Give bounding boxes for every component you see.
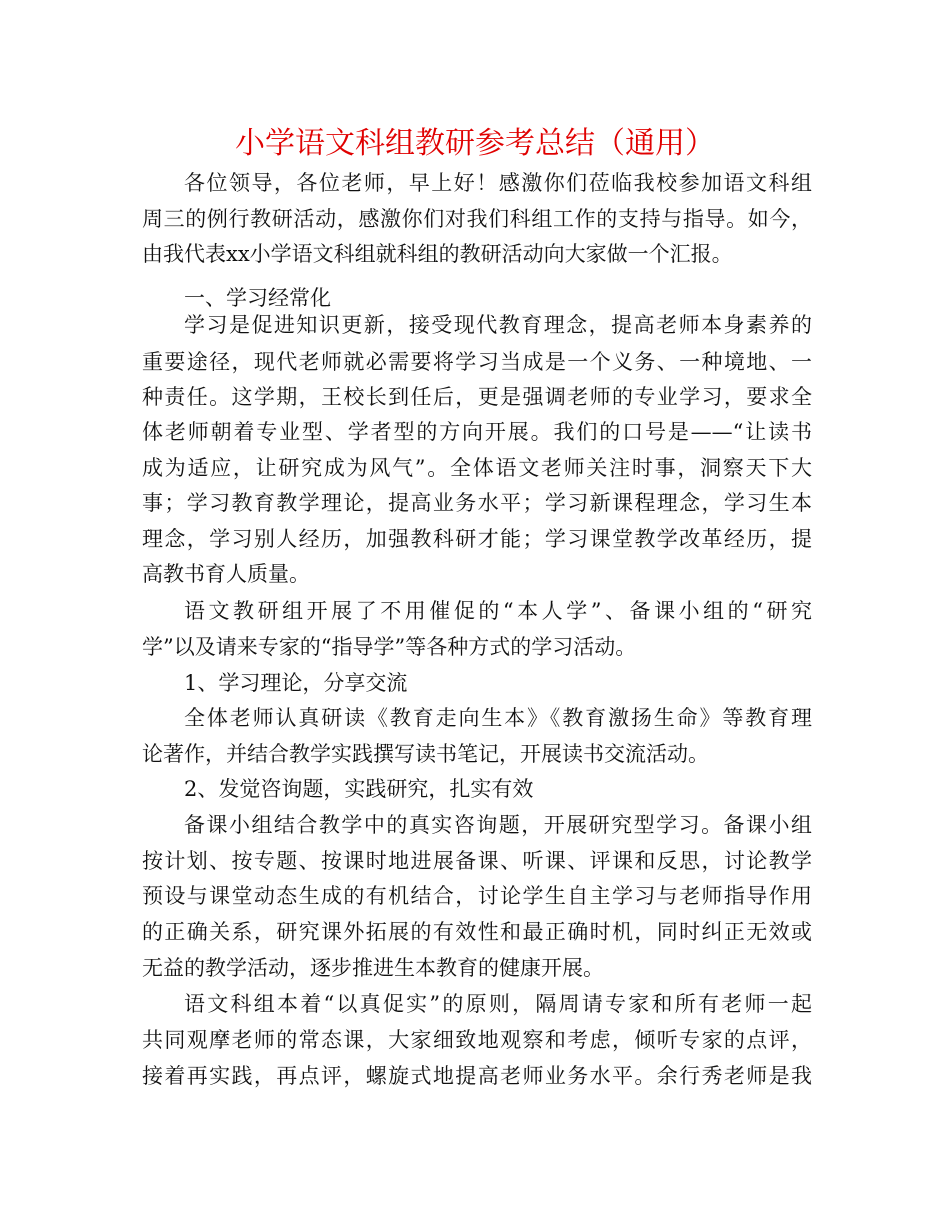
text-line: 论著作，并结合教学实践撰写读书笔记，开展读书交流活动。 [142,742,709,766]
text-line: 高教书育人质量。 [142,562,310,586]
text-line: 重要途径，现代老师就必需要将学习当成是一个义务、一种境地、一 [142,350,812,374]
text-line: 周三的例行教研活动，感激你们对我们科组工作的支持与指导。如今， [142,207,812,231]
text-line: 学”以及请来专家的“指导学”等各种方式的学习活动。 [142,635,637,659]
text-line: 语文科组本着“以真促实”的原则，隔周请专家和所有老师一起 [184,992,812,1016]
section-heading: 1、学习理论，分享交流 [184,671,408,695]
text-line: 接着再实践，再点评，螺旋式地提高老师业务水平。余行秀老师是我 [142,1064,812,1088]
text-line: 共同观摩老师的常态课，大家细致地观察和考虑，倾听专家的点评， [142,1028,812,1052]
text-line: 由我代表xx小学语文科组就科组的教研活动向大家做一个汇报。 [142,242,733,266]
text-line: 按计划、按专题、按课时地进展备课、听课、评课和反思，讨论教学 [142,849,812,873]
document-title: 小学语文科组教研参考总结（通用） [235,126,715,161]
text-line: 学习是促进知识更新，接受现代教育理念，提高老师本身素养的 [184,313,812,337]
text-line: 各位领导，各位老师，早上好！感激你们莅临我校参加语文科组 [184,171,812,195]
text-line: 语文教研组开展了不用催促的“本人学”、备课小组的“研究 [184,599,812,623]
text-line: 全体老师认真研读《教育走向生本》《教育激扬生命》等教育理 [184,706,812,730]
text-line: 事；学习教育教学理论，提高业务水平；学习新课程理念，学习生本 [142,491,812,515]
section-heading: 一、学习经常化 [184,286,331,310]
text-line: 备课小组结合教学中的真实咨询题，开展研究型学习。备课小组 [184,813,812,837]
text-line: 种责任。这学期，王校长到任后，更是强调老师的专业学习，要求全 [142,385,812,409]
text-line: 理念，学习别人经历，加强教科研才能；学习课堂教学改革经历，提 [142,527,812,551]
text-line: 成为适应，让研究成为风气”。全体语文老师关注时事，洞察天下大 [142,456,812,480]
text-line: 体老师朝着专业型、学者型的方向开展。我们的口号是——“让读书 [142,420,812,444]
text-line: 预设与课堂动态生成的有机结合，讨论学生自主学习与老师指导作用 [142,884,812,908]
section-heading: 2、发觉咨询题，实践研究，扎实有效 [184,777,534,801]
text-line: 无益的教学活动，逐步推进生本教育的健康开展。 [142,956,604,980]
text-line: 的正确关系，研究课外拓展的有效性和最正确时机，同时纠正无效或 [142,920,812,944]
